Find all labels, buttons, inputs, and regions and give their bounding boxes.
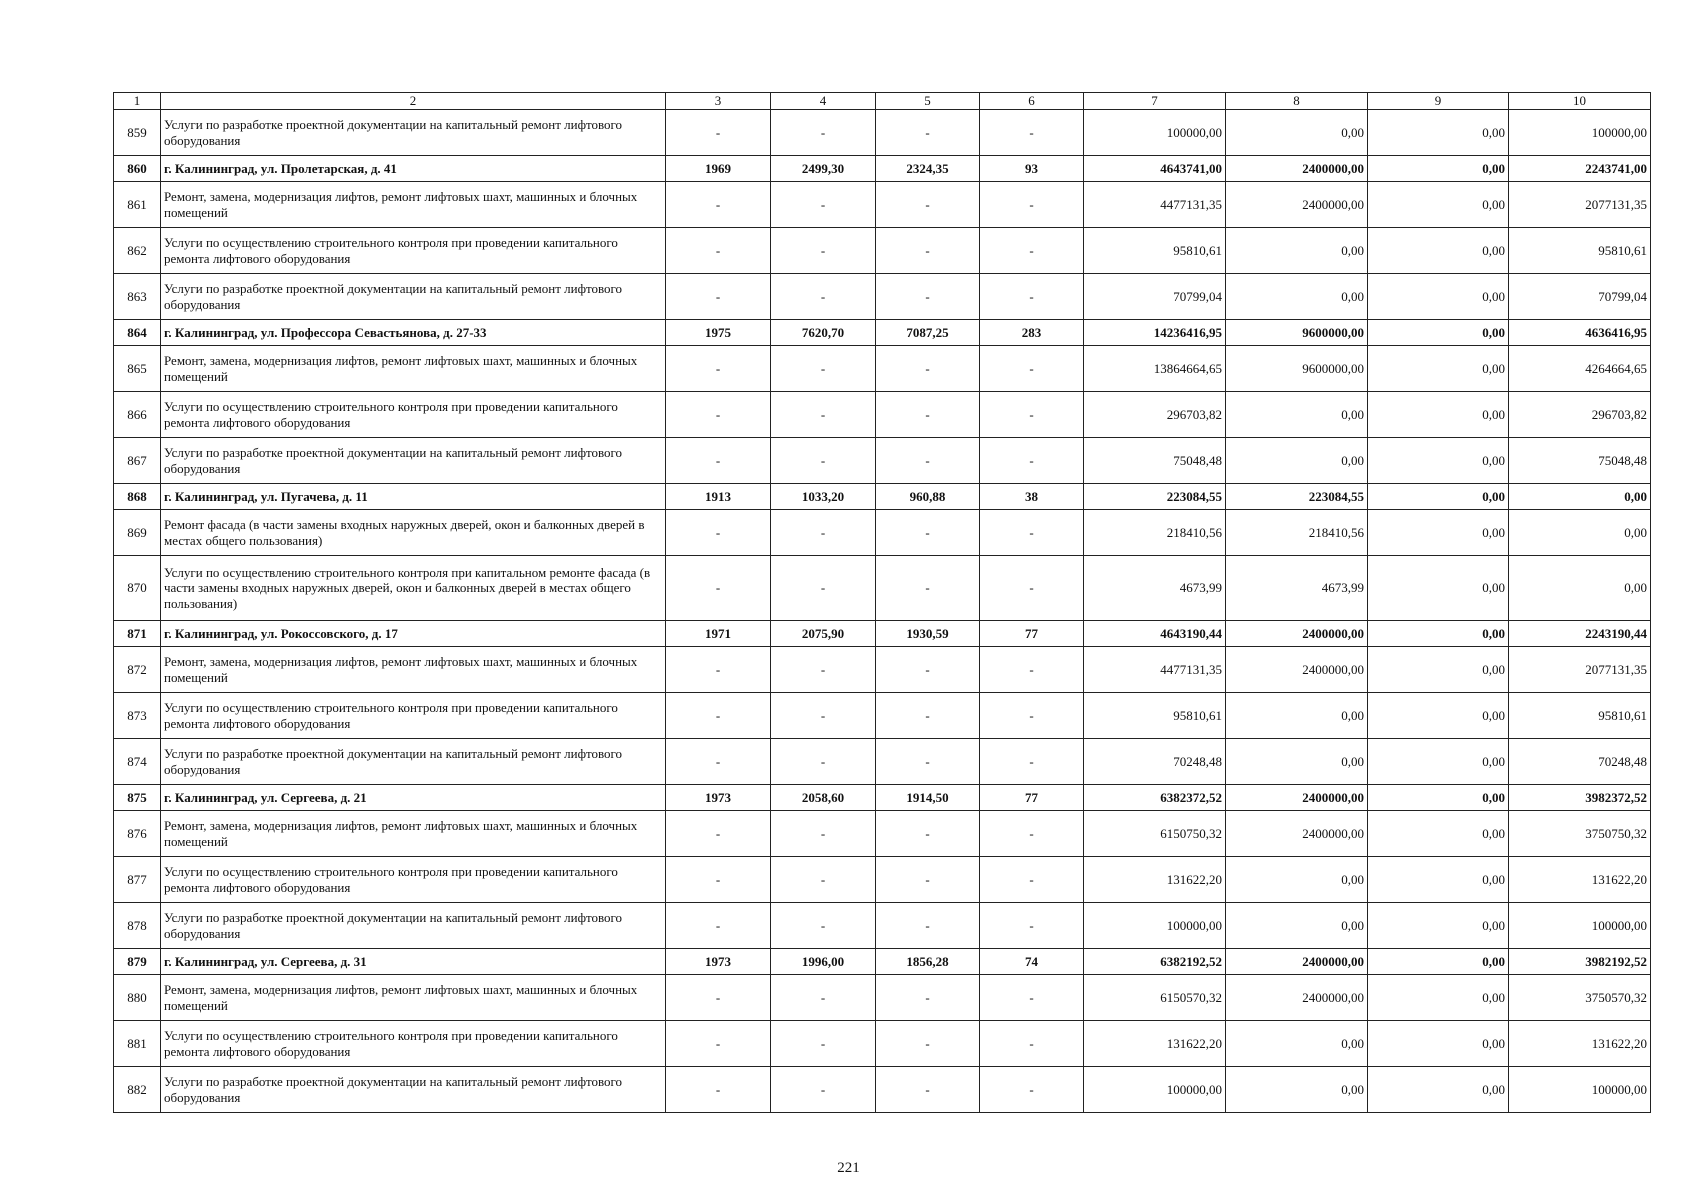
- cost-owners-cell: 2077131,35: [1509, 182, 1651, 228]
- cost-total-cell: 4643741,00: [1084, 156, 1226, 182]
- item-name: Ремонт, замена, модернизация лифтов, ремонт лифтовых шахт, машинных и блочных помещений: [161, 182, 666, 228]
- cost-fund-cell: 0,00: [1226, 903, 1368, 949]
- area-total-cell: -: [771, 857, 876, 903]
- residents-cell: -: [980, 811, 1084, 857]
- cost-total-cell: 70799,04: [1084, 274, 1226, 320]
- work-item-row: [114, 110, 1651, 156]
- cost-total-cell: 95810,61: [1084, 228, 1226, 274]
- year-cell: -: [666, 811, 771, 857]
- item-name: Услуги по разработке проектной документации на капитальный ремонт лифтового оборудования: [161, 274, 666, 320]
- area-total-cell: -: [771, 392, 876, 438]
- cost-owners-cell: 0,00: [1509, 556, 1651, 621]
- year-cell: -: [666, 647, 771, 693]
- year-cell: 1913: [666, 484, 771, 510]
- area-living-cell: -: [876, 556, 980, 621]
- residents-cell: -: [980, 903, 1084, 949]
- cost-total-cell: 4673,99: [1084, 556, 1226, 621]
- work-item-row: [114, 975, 1651, 1021]
- residents-cell: -: [980, 182, 1084, 228]
- residents-cell: -: [980, 110, 1084, 156]
- cost-owners-cell: 2243741,00: [1509, 156, 1651, 182]
- cost-total-cell: 223084,55: [1084, 484, 1226, 510]
- cost-owners-cell: 4636416,95: [1509, 320, 1651, 346]
- residents-cell: -: [980, 1021, 1084, 1067]
- residents-cell: -: [980, 228, 1084, 274]
- area-total-cell: -: [771, 693, 876, 739]
- residents-cell: -: [980, 647, 1084, 693]
- item-name: Услуги по разработке проектной документации на капитальный ремонт лифтового оборудования: [161, 438, 666, 484]
- area-living-cell: -: [876, 975, 980, 1021]
- residents-cell: 77: [980, 785, 1084, 811]
- cost-fund-cell: 2400000,00: [1226, 975, 1368, 1021]
- residents-cell: -: [980, 392, 1084, 438]
- row-number: 882: [114, 1067, 161, 1113]
- cost-budget-cell: 0,00: [1368, 110, 1509, 156]
- cost-owners-cell: 100000,00: [1509, 903, 1651, 949]
- year-cell: 1973: [666, 785, 771, 811]
- area-total-cell: -: [771, 1067, 876, 1113]
- cost-owners-cell: 3982372,52: [1509, 785, 1651, 811]
- cost-fund-cell: 0,00: [1226, 857, 1368, 903]
- column-number: 8: [1226, 93, 1368, 110]
- page-number: 221: [837, 1160, 860, 1176]
- residents-cell: -: [980, 1067, 1084, 1113]
- item-name: г. Калининград, ул. Профессора Севастьянова, д. 27-33: [161, 320, 666, 346]
- cost-budget-cell: 0,00: [1368, 346, 1509, 392]
- cost-fund-cell: 9600000,00: [1226, 320, 1368, 346]
- cost-fund-cell: 0,00: [1226, 392, 1368, 438]
- cost-total-cell: 100000,00: [1084, 110, 1226, 156]
- cost-owners-cell: 95810,61: [1509, 228, 1651, 274]
- cost-budget-cell: 0,00: [1368, 556, 1509, 621]
- cost-budget-cell: 0,00: [1368, 392, 1509, 438]
- area-total-cell: 2075,90: [771, 621, 876, 647]
- cost-fund-cell: 0,00: [1226, 438, 1368, 484]
- area-living-cell: -: [876, 510, 980, 556]
- item-name: Услуги по осуществлению строительного контроля при проведении капитального ремонта лифтового оборудования: [161, 693, 666, 739]
- cost-owners-cell: 4264664,65: [1509, 346, 1651, 392]
- cost-budget-cell: 0,00: [1368, 811, 1509, 857]
- row-number: 869: [114, 510, 161, 556]
- item-name: Услуги по разработке проектной документации на капитальный ремонт лифтового оборудования: [161, 110, 666, 156]
- work-item-row: [114, 438, 1651, 484]
- area-total-cell: -: [771, 182, 876, 228]
- column-number: 9: [1368, 93, 1509, 110]
- cost-total-cell: 218410,56: [1084, 510, 1226, 556]
- cost-owners-cell: 131622,20: [1509, 857, 1651, 903]
- work-item-row: [114, 556, 1651, 621]
- column-number-row: [114, 93, 1651, 110]
- area-living-cell: -: [876, 857, 980, 903]
- item-name: Услуги по разработке проектной документации на капитальный ремонт лифтового оборудования: [161, 739, 666, 785]
- year-cell: -: [666, 392, 771, 438]
- cost-budget-cell: 0,00: [1368, 621, 1509, 647]
- cost-budget-cell: 0,00: [1368, 320, 1509, 346]
- item-name: г. Калининград, ул. Пугачева, д. 11: [161, 484, 666, 510]
- area-total-cell: -: [771, 903, 876, 949]
- cost-budget-cell: 0,00: [1368, 438, 1509, 484]
- row-number: 866: [114, 392, 161, 438]
- work-item-row: [114, 739, 1651, 785]
- cost-budget-cell: 0,00: [1368, 693, 1509, 739]
- work-item-row: [114, 392, 1651, 438]
- item-name: Ремонт, замена, модернизация лифтов, ремонт лифтовых шахт, машинных и блочных помещений: [161, 346, 666, 392]
- column-number: 3: [666, 93, 771, 110]
- area-total-cell: 2499,30: [771, 156, 876, 182]
- row-number: 865: [114, 346, 161, 392]
- cost-owners-cell: 95810,61: [1509, 693, 1651, 739]
- item-name: г. Калининград, ул. Сергеева, д. 31: [161, 949, 666, 975]
- address-row: [114, 621, 1651, 647]
- cost-fund-cell: 2400000,00: [1226, 182, 1368, 228]
- item-name: Ремонт, замена, модернизация лифтов, ремонт лифтовых шахт, машинных и блочных помещений: [161, 811, 666, 857]
- area-total-cell: -: [771, 228, 876, 274]
- row-number: 868: [114, 484, 161, 510]
- cost-fund-cell: 0,00: [1226, 110, 1368, 156]
- row-number: 878: [114, 903, 161, 949]
- row-number: 875: [114, 785, 161, 811]
- cost-budget-cell: 0,00: [1368, 975, 1509, 1021]
- year-cell: -: [666, 975, 771, 1021]
- cost-owners-cell: 100000,00: [1509, 110, 1651, 156]
- cost-fund-cell: 4673,99: [1226, 556, 1368, 621]
- year-cell: -: [666, 857, 771, 903]
- residents-cell: -: [980, 346, 1084, 392]
- area-living-cell: -: [876, 110, 980, 156]
- cost-fund-cell: 218410,56: [1226, 510, 1368, 556]
- row-number: 859: [114, 110, 161, 156]
- cost-total-cell: 296703,82: [1084, 392, 1226, 438]
- work-item-row: [114, 903, 1651, 949]
- year-cell: 1969: [666, 156, 771, 182]
- residents-cell: -: [980, 857, 1084, 903]
- area-living-cell: -: [876, 346, 980, 392]
- year-cell: 1975: [666, 320, 771, 346]
- item-name: Ремонт, замена, модернизация лифтов, ремонт лифтовых шахт, машинных и блочных помещений: [161, 647, 666, 693]
- area-total-cell: -: [771, 510, 876, 556]
- residents-cell: 77: [980, 621, 1084, 647]
- year-cell: -: [666, 739, 771, 785]
- cost-owners-cell: 70799,04: [1509, 274, 1651, 320]
- residents-cell: -: [980, 438, 1084, 484]
- residents-cell: -: [980, 739, 1084, 785]
- cost-budget-cell: 0,00: [1368, 510, 1509, 556]
- area-living-cell: -: [876, 903, 980, 949]
- item-name: Услуги по осуществлению строительного контроля при проведении капитального ремонта лифтового оборудования: [161, 228, 666, 274]
- cost-total-cell: 6150570,32: [1084, 975, 1226, 1021]
- area-living-cell: -: [876, 1021, 980, 1067]
- area-total-cell: -: [771, 1021, 876, 1067]
- item-name: Услуги по осуществлению строительного контроля при проведении капитального ремонта лифтового оборудования: [161, 1021, 666, 1067]
- item-name: г. Калининград, ул. Сергеева, д. 21: [161, 785, 666, 811]
- row-number: 879: [114, 949, 161, 975]
- work-item-row: [114, 647, 1651, 693]
- item-name: г. Калининград, ул. Рокоссовского, д. 17: [161, 621, 666, 647]
- row-number: 867: [114, 438, 161, 484]
- area-living-cell: -: [876, 392, 980, 438]
- cost-fund-cell: 2400000,00: [1226, 647, 1368, 693]
- cost-budget-cell: 0,00: [1368, 274, 1509, 320]
- year-cell: 1973: [666, 949, 771, 975]
- item-name: Ремонт, замена, модернизация лифтов, ремонт лифтовых шахт, машинных и блочных помещений: [161, 975, 666, 1021]
- area-total-cell: -: [771, 556, 876, 621]
- work-item-row: [114, 1067, 1651, 1113]
- area-living-cell: -: [876, 739, 980, 785]
- residents-cell: 38: [980, 484, 1084, 510]
- cost-fund-cell: 2400000,00: [1226, 811, 1368, 857]
- area-total-cell: -: [771, 438, 876, 484]
- cost-owners-cell: 100000,00: [1509, 1067, 1651, 1113]
- column-number: 7: [1084, 93, 1226, 110]
- cost-total-cell: 100000,00: [1084, 903, 1226, 949]
- cost-owners-cell: 75048,48: [1509, 438, 1651, 484]
- cost-fund-cell: 2400000,00: [1226, 949, 1368, 975]
- cost-total-cell: 6382192,52: [1084, 949, 1226, 975]
- row-number: 876: [114, 811, 161, 857]
- item-name: Услуги по разработке проектной документации на капитальный ремонт лифтового оборудования: [161, 1067, 666, 1113]
- area-living-cell: -: [876, 438, 980, 484]
- column-number: 5: [876, 93, 980, 110]
- year-cell: -: [666, 903, 771, 949]
- cost-total-cell: 70248,48: [1084, 739, 1226, 785]
- cost-owners-cell: 3982192,52: [1509, 949, 1651, 975]
- cost-fund-cell: 0,00: [1226, 1021, 1368, 1067]
- area-total-cell: -: [771, 647, 876, 693]
- year-cell: -: [666, 438, 771, 484]
- row-number: 880: [114, 975, 161, 1021]
- area-living-cell: 1914,50: [876, 785, 980, 811]
- cost-fund-cell: 0,00: [1226, 274, 1368, 320]
- year-cell: -: [666, 110, 771, 156]
- year-cell: -: [666, 1067, 771, 1113]
- cost-budget-cell: 0,00: [1368, 228, 1509, 274]
- cost-fund-cell: 9600000,00: [1226, 346, 1368, 392]
- address-row: [114, 484, 1651, 510]
- cost-budget-cell: 0,00: [1368, 739, 1509, 785]
- item-name: г. Калининград, ул. Пролетарская, д. 41: [161, 156, 666, 182]
- area-total-cell: -: [771, 811, 876, 857]
- cost-fund-cell: 2400000,00: [1226, 785, 1368, 811]
- residents-cell: -: [980, 975, 1084, 1021]
- cost-total-cell: 14236416,95: [1084, 320, 1226, 346]
- residents-cell: -: [980, 556, 1084, 621]
- row-number: 877: [114, 857, 161, 903]
- cost-budget-cell: 0,00: [1368, 949, 1509, 975]
- residents-cell: -: [980, 693, 1084, 739]
- work-item-row: [114, 510, 1651, 556]
- cost-total-cell: 75048,48: [1084, 438, 1226, 484]
- address-row: [114, 156, 1651, 182]
- year-cell: 1971: [666, 621, 771, 647]
- item-name: Услуги по разработке проектной документации на капитальный ремонт лифтового оборудования: [161, 903, 666, 949]
- area-living-cell: -: [876, 1067, 980, 1113]
- area-living-cell: 1930,59: [876, 621, 980, 647]
- column-number: 4: [771, 93, 876, 110]
- residents-cell: 74: [980, 949, 1084, 975]
- cost-budget-cell: 0,00: [1368, 156, 1509, 182]
- cost-fund-cell: 0,00: [1226, 1067, 1368, 1113]
- cost-owners-cell: 0,00: [1509, 484, 1651, 510]
- work-item-row: [114, 182, 1651, 228]
- residents-cell: -: [980, 274, 1084, 320]
- residents-cell: 283: [980, 320, 1084, 346]
- year-cell: -: [666, 1021, 771, 1067]
- table-body: [114, 93, 1651, 1113]
- row-number: 881: [114, 1021, 161, 1067]
- cost-total-cell: 6382372,52: [1084, 785, 1226, 811]
- year-cell: -: [666, 228, 771, 274]
- area-total-cell: -: [771, 739, 876, 785]
- cost-fund-cell: 0,00: [1226, 228, 1368, 274]
- column-number: 2: [161, 93, 666, 110]
- row-number: 862: [114, 228, 161, 274]
- row-number: 872: [114, 647, 161, 693]
- cost-budget-cell: 0,00: [1368, 785, 1509, 811]
- cost-total-cell: 131622,20: [1084, 857, 1226, 903]
- work-item-row: [114, 228, 1651, 274]
- cost-total-cell: 100000,00: [1084, 1067, 1226, 1113]
- work-item-row: [114, 274, 1651, 320]
- cost-total-cell: 4477131,35: [1084, 182, 1226, 228]
- year-cell: -: [666, 693, 771, 739]
- work-item-row: [114, 346, 1651, 392]
- item-name: Услуги по осуществлению строительного контроля при проведении капитального ремонта лифтового оборудования: [161, 392, 666, 438]
- area-living-cell: 960,88: [876, 484, 980, 510]
- cost-budget-cell: 0,00: [1368, 903, 1509, 949]
- work-item-row: [114, 693, 1651, 739]
- cost-owners-cell: 3750570,32: [1509, 975, 1651, 1021]
- cost-total-cell: 95810,61: [1084, 693, 1226, 739]
- row-number: 860: [114, 156, 161, 182]
- area-total-cell: -: [771, 110, 876, 156]
- cost-fund-cell: 2400000,00: [1226, 621, 1368, 647]
- address-row: [114, 785, 1651, 811]
- area-total-cell: -: [771, 975, 876, 1021]
- cost-total-cell: 131622,20: [1084, 1021, 1226, 1067]
- area-total-cell: 1033,20: [771, 484, 876, 510]
- cost-owners-cell: 3750750,32: [1509, 811, 1651, 857]
- cost-total-cell: 4643190,44: [1084, 621, 1226, 647]
- row-number: 873: [114, 693, 161, 739]
- row-number: 871: [114, 621, 161, 647]
- cost-owners-cell: 2077131,35: [1509, 647, 1651, 693]
- cost-fund-cell: 2400000,00: [1226, 156, 1368, 182]
- area-living-cell: -: [876, 228, 980, 274]
- year-cell: -: [666, 510, 771, 556]
- area-living-cell: -: [876, 693, 980, 739]
- work-item-row: [114, 1021, 1651, 1067]
- row-number: 874: [114, 739, 161, 785]
- row-number: 863: [114, 274, 161, 320]
- cost-fund-cell: 223084,55: [1226, 484, 1368, 510]
- item-name: Ремонт фасада (в части замены входных наружных дверей, окон и балконных дверей в местах общего пользования): [161, 510, 666, 556]
- address-row: [114, 320, 1651, 346]
- residents-cell: 93: [980, 156, 1084, 182]
- residents-cell: -: [980, 510, 1084, 556]
- item-name: Услуги по осуществлению строительного контроля при проведении капитального ремонта лифтового оборудования: [161, 857, 666, 903]
- data-table: [113, 92, 1651, 1113]
- area-living-cell: -: [876, 811, 980, 857]
- cost-total-cell: 13864664,65: [1084, 346, 1226, 392]
- cost-budget-cell: 0,00: [1368, 1021, 1509, 1067]
- cost-owners-cell: 296703,82: [1509, 392, 1651, 438]
- area-total-cell: -: [771, 346, 876, 392]
- year-cell: -: [666, 182, 771, 228]
- year-cell: -: [666, 274, 771, 320]
- area-living-cell: 7087,25: [876, 320, 980, 346]
- row-number: 864: [114, 320, 161, 346]
- area-total-cell: 2058,60: [771, 785, 876, 811]
- area-living-cell: -: [876, 274, 980, 320]
- item-name: Услуги по осуществлению строительного контроля при капитальном ремонте фасада (в части замены входных наружных дверей, окон и балконных дверей в местах общего пользования): [161, 556, 666, 621]
- cost-total-cell: 6150750,32: [1084, 811, 1226, 857]
- cost-fund-cell: 0,00: [1226, 739, 1368, 785]
- area-total-cell: 7620,70: [771, 320, 876, 346]
- area-living-cell: -: [876, 182, 980, 228]
- cost-total-cell: 4477131,35: [1084, 647, 1226, 693]
- cost-owners-cell: 2243190,44: [1509, 621, 1651, 647]
- cost-owners-cell: 131622,20: [1509, 1021, 1651, 1067]
- area-living-cell: 2324,35: [876, 156, 980, 182]
- row-number: 870: [114, 556, 161, 621]
- cost-budget-cell: 0,00: [1368, 1067, 1509, 1113]
- year-cell: -: [666, 556, 771, 621]
- cost-budget-cell: 0,00: [1368, 484, 1509, 510]
- cost-owners-cell: 0,00: [1509, 510, 1651, 556]
- area-living-cell: 1856,28: [876, 949, 980, 975]
- cost-budget-cell: 0,00: [1368, 647, 1509, 693]
- cost-fund-cell: 0,00: [1226, 693, 1368, 739]
- area-total-cell: 1996,00: [771, 949, 876, 975]
- year-cell: -: [666, 346, 771, 392]
- cost-owners-cell: 70248,48: [1509, 739, 1651, 785]
- area-living-cell: -: [876, 647, 980, 693]
- area-total-cell: -: [771, 274, 876, 320]
- cost-budget-cell: 0,00: [1368, 182, 1509, 228]
- column-number: 1: [114, 93, 161, 110]
- cost-budget-cell: 0,00: [1368, 857, 1509, 903]
- column-number: 6: [980, 93, 1084, 110]
- row-number: 861: [114, 182, 161, 228]
- work-item-row: [114, 857, 1651, 903]
- column-number: 10: [1509, 93, 1651, 110]
- work-item-row: [114, 811, 1651, 857]
- address-row: [114, 949, 1651, 975]
